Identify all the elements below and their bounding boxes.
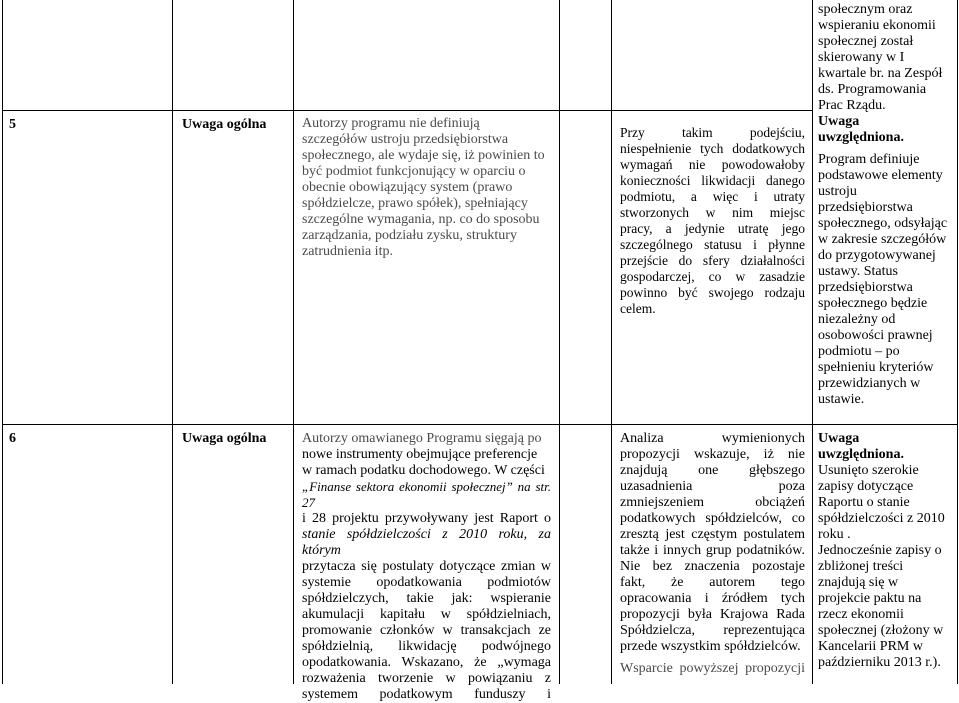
- proposal-line: przede wszystkim spółdzielców.: [620, 639, 801, 654]
- proposal-line: Spółdzielcza, reprezentująca: [620, 623, 805, 638]
- response-line: w zakresie szczegółów: [818, 232, 947, 247]
- response-line: przedsiębiorstwa: [818, 200, 913, 215]
- response-line: Prac Rządu.: [818, 98, 886, 113]
- proposal-line: Analiza wymienionych: [620, 431, 805, 446]
- comment-line: [302, 479, 551, 511]
- comment-line: systemie opodatkowania podmiotów: [302, 575, 551, 590]
- response-status: Uwaga: [818, 114, 860, 129]
- comment-line: spółdzielczych, takie jak: wspieranie: [302, 591, 551, 606]
- comment-line: szczegółów ustroju przedsiębiorstwa: [302, 132, 509, 147]
- proposal-line: fakt, że autorem tego: [620, 575, 805, 590]
- response-line: Program definiuje: [818, 152, 920, 167]
- column-divider: [172, 0, 173, 684]
- response-line: Raportu o stanie: [818, 495, 910, 510]
- response-line: zapisy dotyczące: [818, 479, 914, 494]
- row-divider: [2, 424, 958, 425]
- comment-line: systemem podatkowym funduszy i: [302, 687, 551, 702]
- response-line: ustawie.: [818, 392, 865, 407]
- response-line: spółdzielczości z 2010: [818, 511, 945, 526]
- row-category: Uwaga ogólna: [182, 431, 267, 446]
- proposal-line: pracy, a jedynie utratę jego: [620, 221, 805, 236]
- row-number: 6: [9, 431, 16, 446]
- proposal-line: uzasadnienia poza: [620, 479, 805, 494]
- response-line: roku .: [818, 527, 851, 542]
- response-line: społecznym oraz: [818, 2, 913, 17]
- proposal-line: zresztą jest częstym postulatem: [620, 527, 805, 542]
- row-comment: [302, 431, 551, 703]
- proposal-line: opracowania i źródłem tych: [620, 591, 805, 606]
- comment-line: szczególne wymagania, np. co do sposobu: [302, 212, 540, 227]
- column-divider: [611, 0, 612, 684]
- column-divider: [559, 0, 560, 684]
- response-line: ustawy. Status: [818, 264, 898, 279]
- column-divider: [293, 0, 294, 684]
- response-line: kwartale br. na Zespół: [818, 66, 943, 81]
- comment-line: Autorzy omawianego Programu sięgają po: [302, 431, 542, 446]
- row-response: [818, 431, 956, 671]
- response-line: spełnieniu kryteriów: [818, 360, 934, 375]
- response-line: społecznego, odsyłając: [818, 216, 948, 231]
- proposal-line: szczególnego statusu i płynne: [620, 237, 805, 252]
- proposal-line: znajdują one głębszego: [620, 463, 805, 478]
- response-line: październiku 2013 r.).: [818, 655, 941, 670]
- comment-line: nowe instrumenty obejmujące preferencje: [302, 447, 538, 462]
- row-response: [818, 2, 956, 408]
- response-line: ds. Programowania: [818, 82, 927, 97]
- proposal-line: Przy takim podejściu,: [620, 125, 805, 140]
- response-line: rzecz ekonomii: [818, 607, 904, 622]
- response-line: skierowany w I: [818, 50, 905, 65]
- response-line: społecznej (złożony w: [818, 623, 944, 638]
- proposal-line: celem.: [620, 301, 656, 316]
- comment-line: spółdzielcze, prawo spółek), spełniający: [302, 196, 528, 211]
- proposal-line: niespełnienie tych dodatkowych: [620, 141, 805, 156]
- proposal-line: zmniejszeniem obciążeń: [620, 495, 805, 510]
- row-proposal: [620, 125, 805, 317]
- proposal-line: powinno być swojego rodzaju: [620, 285, 805, 300]
- table-border-right: [957, 0, 958, 684]
- proposal-line: konieczności likwidacji danego: [620, 173, 805, 188]
- comment-line: opodatkowania. Wskazano, że „wymaga: [302, 655, 551, 670]
- response-line: ustroju: [818, 184, 857, 199]
- proposal-line: podatkowych spółdzielców, co: [620, 511, 805, 526]
- row-number: 5: [9, 117, 16, 132]
- proposal-line: propozycji była Krajowa Rada: [620, 607, 805, 622]
- response-line: Jednocześnie zapisy o: [818, 543, 942, 558]
- comment-line: być podmiot funkcjonujący w oparciu o: [302, 164, 526, 179]
- response-line: podmiotu – po: [818, 344, 900, 359]
- comment-italic: „Finanse sektora ekonomii społecznej” na str. 27: [302, 479, 551, 510]
- response-status: uwzględniona.: [818, 447, 904, 462]
- comment-line: spółdzielnią, likwidację podwójnego: [302, 639, 551, 654]
- response-status: uwzględniona.: [818, 130, 904, 145]
- response-line: do przygotowywanej: [818, 248, 936, 263]
- proposal-line: także i innych grup podatników.: [620, 543, 805, 558]
- comment-line: i 28 projektu przywoływany jest Raport o: [302, 511, 551, 526]
- proposal-line: przejście do sfery działalności: [620, 253, 805, 268]
- proposal-line: Nie bez znaczenia pozostaje: [620, 559, 805, 574]
- response-status: Uwaga: [818, 431, 860, 446]
- comment-line: zatrudnienia itp.: [302, 244, 393, 259]
- proposal-line: Wsparcie powyższej propozycji: [620, 661, 805, 676]
- comment-line: obecnie obowiązujący system (prawo: [302, 180, 513, 195]
- response-line: podstawowe elementy: [818, 168, 943, 183]
- row-comment: [302, 116, 552, 260]
- row-category: Uwaga ogólna: [182, 117, 267, 132]
- table-border-left: [2, 0, 3, 684]
- response-line: społecznego będzie: [818, 296, 928, 311]
- response-line: Kancelarii PRM w: [818, 639, 923, 654]
- comment-line: akumulacji kapitału w spółdzielniach,: [302, 607, 551, 622]
- comment-line: Autorzy programu nie definiują: [302, 116, 480, 131]
- column-divider: [812, 0, 813, 684]
- response-line: projekcie paktu na: [818, 591, 922, 606]
- response-line: Usunięto szerokie: [818, 463, 919, 478]
- response-line: wspieraniu ekonomii: [818, 18, 936, 33]
- response-line: społecznej został: [818, 34, 914, 49]
- row-divider: [2, 110, 812, 111]
- proposal-line: podmiotu, a więc i utraty: [620, 189, 805, 204]
- comment-line: rozważenia tworzenie w powiązaniu z: [302, 671, 551, 686]
- comment-line: przytacza się postulaty dotyczące zmian w: [302, 559, 551, 574]
- proposal-line: stworzonych w nim miejsc: [620, 205, 805, 220]
- row-proposal: [620, 431, 805, 677]
- response-line: przedsiębiorstwa: [818, 280, 913, 295]
- proposal-line: wymagań nie powodowałoby: [620, 157, 805, 172]
- response-line: znajdują się w: [818, 575, 899, 590]
- comment-line: społecznego, ale wydaje się, iż powinien to: [302, 148, 545, 163]
- response-line: niezależny od: [818, 312, 896, 327]
- response-line: osobowości prawnej: [818, 328, 933, 343]
- response-line: przewidzianych w: [818, 376, 921, 391]
- proposal-line: propozycji wskazuje, iż nie: [620, 447, 805, 462]
- response-line: zbliżonej treści: [818, 559, 904, 574]
- comment-italic: stanie spółdzielczości z 2010 roku, za którym: [302, 527, 551, 558]
- comment-line: promowanie członków w transakcjach ze: [302, 623, 551, 638]
- comment-line: zarządzania, podziału zysku, struktury: [302, 228, 517, 243]
- comment-line: [302, 527, 551, 559]
- proposal-line: gospodarczej, co w zasadzie: [620, 269, 805, 284]
- comment-line: w ramach podatku dochodowego. W części: [302, 463, 545, 478]
